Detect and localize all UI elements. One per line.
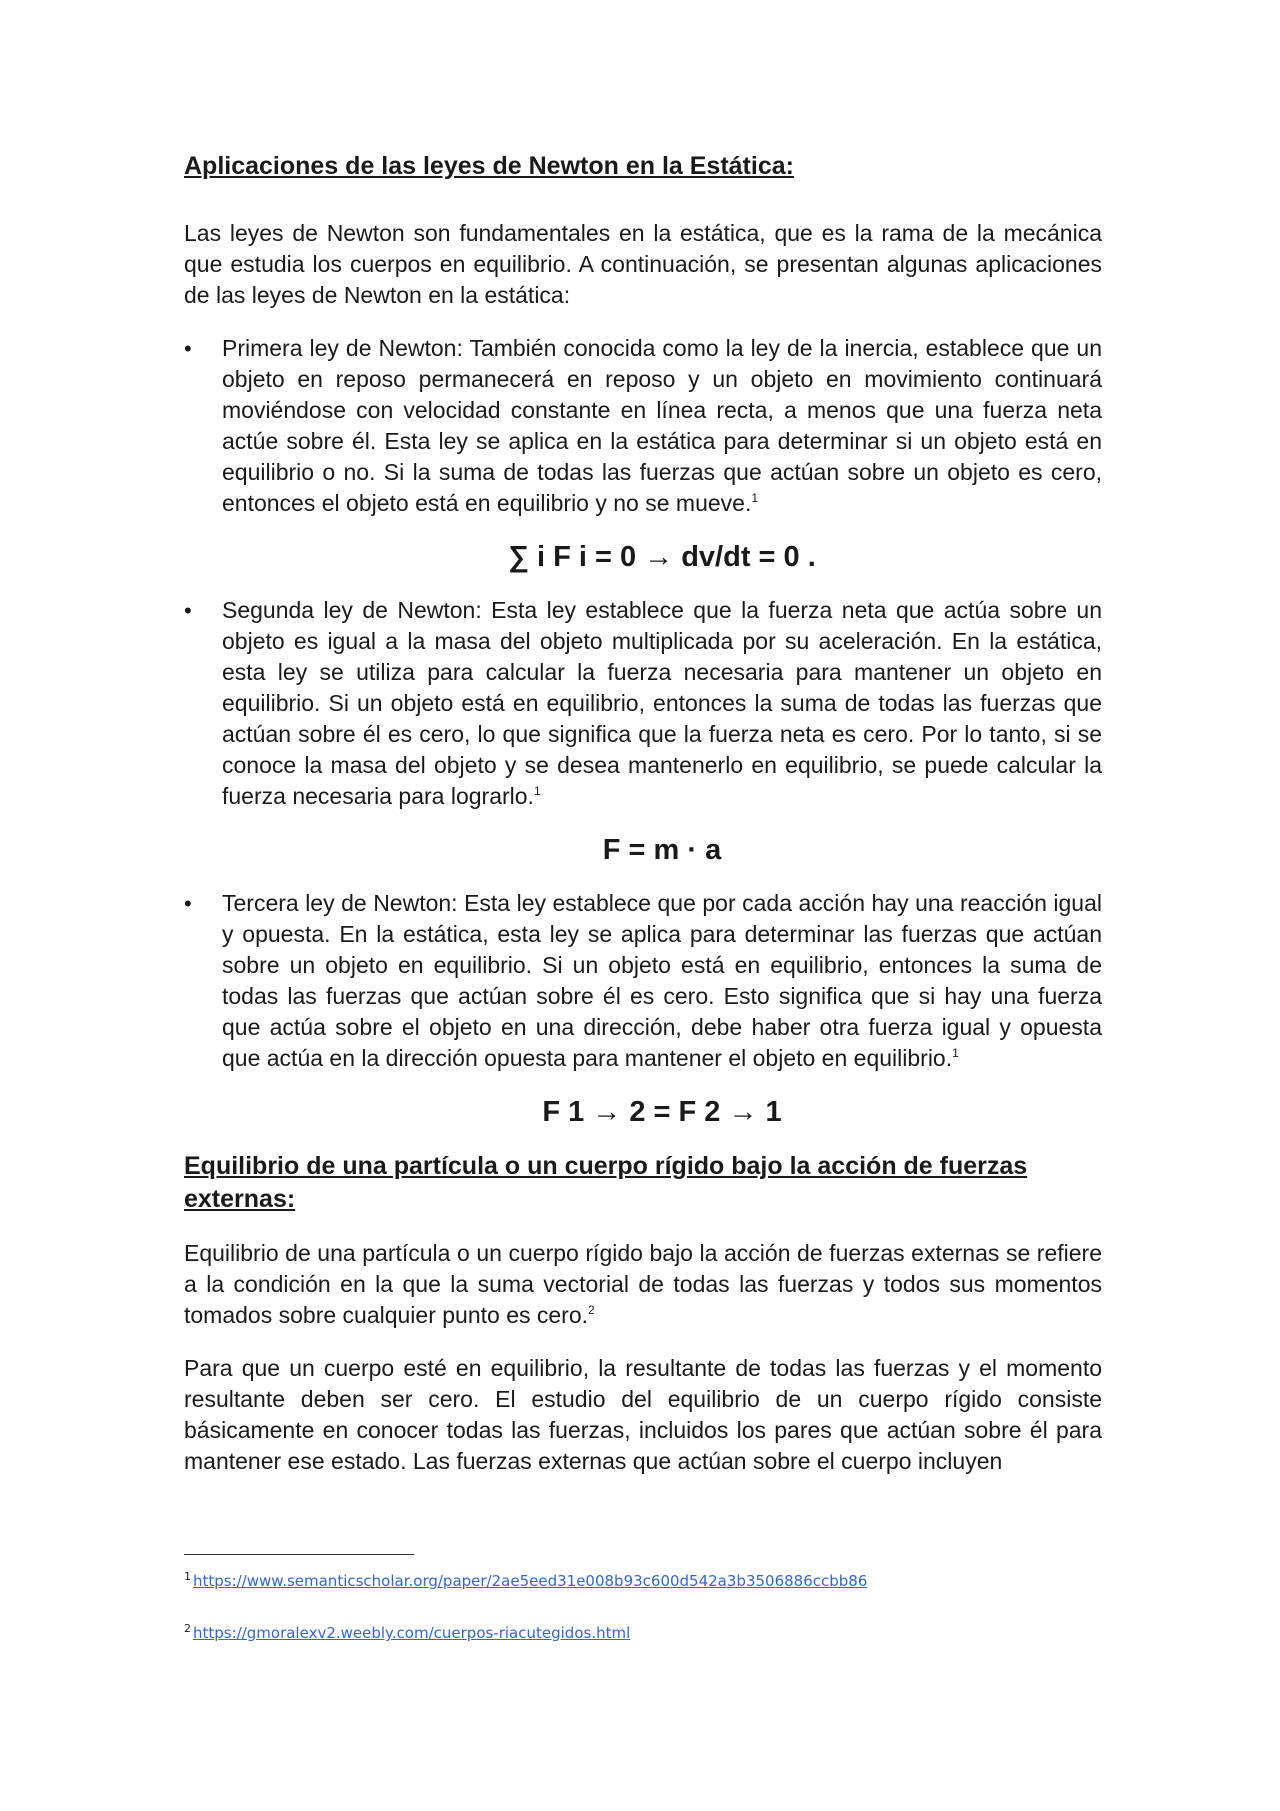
intro-paragraph: Las leyes de Newton son fundamentales en la estática, que es la rama de la mecánica que estudia los cuerpos en equilibrio. A continuación, se presentan algunas aplicaciones de las leyes de Newton en la estática: <box>184 220 1102 308</box>
footnote-number: 1 <box>184 1570 191 1583</box>
list-item-third-law <box>184 888 1102 1074</box>
newton-laws-list <box>184 333 1102 519</box>
footnote-ref[interactable]: 1 <box>952 1046 959 1060</box>
list-item-second-law <box>184 595 1102 812</box>
formula-third-law: F 1 → 2 = F 2 → 1 <box>542 1096 782 1128</box>
second-law-text: Segunda ley de Newton: Esta ley establece que la fuerza neta que actúa sobre un objeto es igual a la masa del objeto multiplicada por su aceleración. En la estática, esta ley se utiliza para calcular la fuerza necesaria para mantener un objeto en equilibrio. Si un objeto está en equilibrio, entonces la suma de todas las fuerzas que actúan sobre él es cero, lo que significa que la fuerza neta es cero. Por lo tanto, si se conoce la masa del objeto y se desea mantenerlo en equilibrio, se puede calcular la fuerza necesaria para lograrlo. <box>222 597 1102 809</box>
newton-laws-list <box>184 595 1102 812</box>
list-item-first-law <box>184 333 1102 519</box>
section-title-newton-statics: Aplicaciones de las leyes de Newton en la Estática: <box>184 152 794 180</box>
section-title-equilibrium: Equilibrio de una partícula o un cuerpo rígido bajo la acción de fuerzas externas: <box>184 1152 1028 1213</box>
footnote-2 <box>184 1619 630 1643</box>
footnote-1 <box>184 1567 867 1591</box>
footnote-link[interactable]: https://gmoralexv2.weebly.com/cuerpos-riacutegidos.html <box>193 1624 631 1642</box>
formula-first-law: ∑ i F i = 0 → dv/dt = 0 . <box>508 541 816 573</box>
bullet-icon: • <box>184 336 192 361</box>
third-law-text: Tercera ley de Newton: Esta ley establece que por cada acción hay una reacción igual y opuesta. En la estática, esta ley se aplica para determinar las fuerzas que actúan sobre un objeto en equilibrio. Si un objeto está en equilibrio, entonces la suma de todas las fuerzas que actúan sobre él es cero. Esto significa que si hay una fuerza que actúa sobre el objeto en una dirección, debe haber otra fuerza igual y opuesta que actúa en la dirección opuesta para mantener el objeto en equilibrio. <box>222 890 1102 1071</box>
equilibrium-paragraph-2: Para que un cuerpo esté en equilibrio, la resultante de todas las fuerzas y el momento resultante deben ser cero. El estudio del equilibrio de un cuerpo rígido consiste básicamente en conocer todas las fuerzas, incluidos los pares que actúan sobre él para mantener ese estado. Las fuerzas externas que actúan sobre el cuerpo incluyen <box>184 1355 1102 1474</box>
footnote-number: 2 <box>184 1622 191 1635</box>
bullet-icon: • <box>184 891 192 916</box>
footnote-link[interactable]: https://www.semanticscholar.org/paper/2ae5eed31e008b93c600d542a3b3506886ccbb86 <box>193 1572 868 1590</box>
formula-second-law: F = m · a <box>602 834 722 866</box>
equilibrium-paragraph-1-text: Equilibrio de una partícula o un cuerpo rígido bajo la acción de fuerzas externas se refiere a la condición en la que la suma vectorial de todas las fuerzas y todos sus momentos tomados sobre cualquier punto es cero. <box>184 1240 1102 1328</box>
footnote-ref[interactable]: 1 <box>533 784 541 798</box>
bullet-icon: • <box>184 598 192 623</box>
footnote-ref[interactable]: 2 <box>588 1303 595 1317</box>
footnote-ref[interactable]: 1 <box>751 491 759 505</box>
document-body <box>184 150 1102 1499</box>
first-law-text: Primera ley de Newton: También conocida como la ley de la inercia, establece que un objeto en reposo permanecerá en reposo y un objeto en movimiento continuará moviéndose con velocidad constante en línea recta, a menos que una fuerza neta actúe sobre él. Esta ley se aplica en la estática para determinar si un objeto está en equilibrio o no. Si la suma de todas las fuerzas que actúan sobre un objeto es cero, entonces el objeto está en equilibrio y no se mueve. <box>222 335 1102 516</box>
equilibrium-paragraph-1 <box>184 1238 1102 1331</box>
newton-laws-list <box>184 888 1102 1074</box>
footnote-separator <box>184 1554 414 1555</box>
